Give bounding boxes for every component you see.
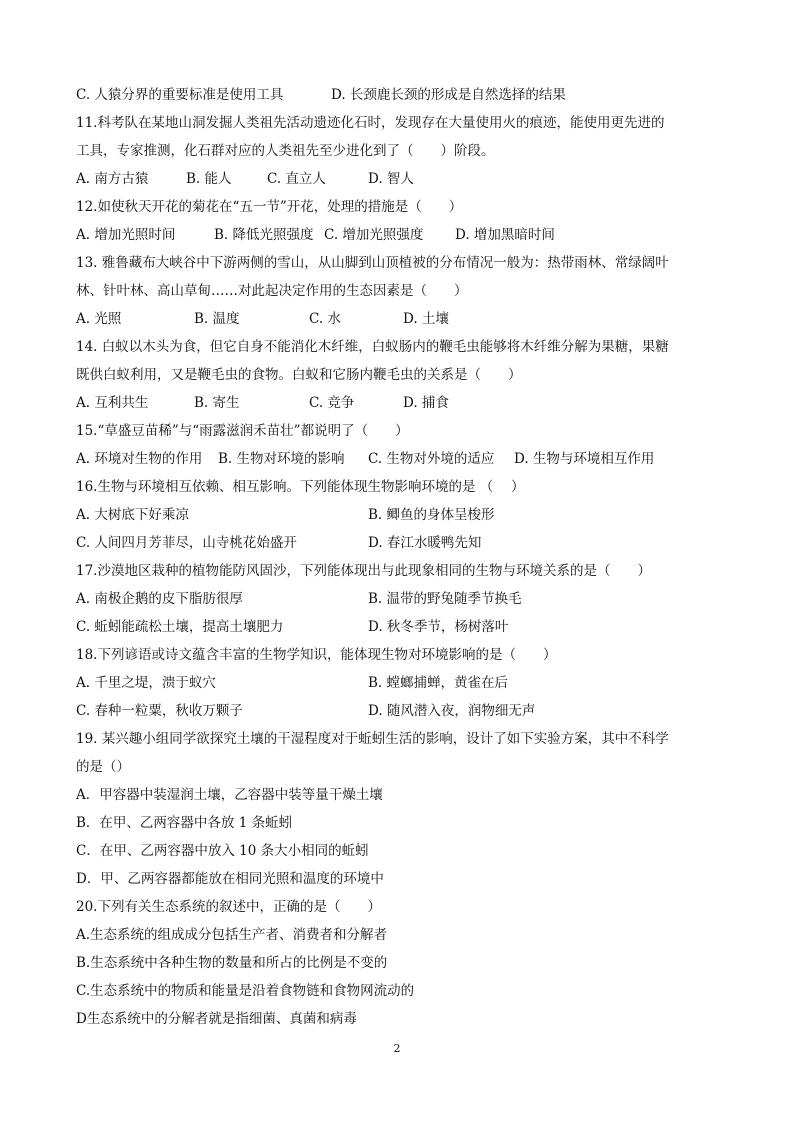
text-line: A．甲容器中装湿润土壤，乙容器中装等量干燥土壤 xyxy=(76,787,383,803)
text-line: A. 千里之堤，溃于蚁穴 xyxy=(76,675,216,691)
text-line: B. 鲫鱼的身体呈梭形 xyxy=(368,507,495,523)
text-line: A. 南方古猿 xyxy=(76,171,149,187)
text-line: 11.科考队在某地山洞发掘人类祖先活动遗迹化石时，发现存在大量使用火的痕迹，能使用更先进的 xyxy=(76,115,665,131)
text-line: C. 增加光照强度 xyxy=(324,227,424,243)
text-line: 18.下列谚语或诗文蕴含丰富的生物学知识，能体现生物对环境影响的是（ ） xyxy=(76,647,557,663)
text-line: B. 螳螂捕蝉，黄雀在后 xyxy=(368,675,509,691)
text-line: 17.沙漠地区栽种的植物能防风固沙，下列能体现出与此现象相同的生物与环境关系的是（ ） xyxy=(76,563,651,579)
text-line: 13. 雅鲁藏布大峡谷中下游两侧的雪山，从山脚到山顶植被的分布情况一般为：热带雨林、常绿阔叶 xyxy=(76,255,669,271)
text-line: A. 大树底下好乘凉 xyxy=(76,507,189,523)
text-line: 16.生物与环境相互依赖、相互影响。下列能体现生物影响环境的是 （ ） xyxy=(76,479,525,495)
text-line: A. 环境对生物的作用 xyxy=(76,451,203,467)
text-line: D生态系统中的分解者就是指细菌、真菌和病毒 xyxy=(76,1011,357,1027)
text-line: 的是（） xyxy=(76,759,130,775)
text-line: C．在甲、乙两容器中放入 10 条大小相同的蚯蚓 xyxy=(76,843,369,859)
text-line: B. 生物对环境的影响 xyxy=(218,451,345,467)
text-line: 14. 白蚁以木头为食，但它自身不能消化木纤维，白蚁肠内的鞭毛虫能够将木纤维分解为果糖，果糖 xyxy=(76,339,669,355)
text-line: D. 春江水暖鸭先知 xyxy=(368,535,482,551)
text-line: A. 南极企鹅的皮下脂肪很厚 xyxy=(76,591,243,607)
text-line: D. 土壤 xyxy=(403,311,449,327)
text-line: B. 温带的野兔随季节换毛 xyxy=(368,591,522,607)
text-line: D. 秋冬季节，杨树落叶 xyxy=(368,619,509,635)
text-line: B. 降低光照强度 xyxy=(214,227,314,243)
text-line: C. 人间四月芳菲尽，山寺桃花始盛开 xyxy=(76,535,297,551)
text-line: C. 竞争 xyxy=(309,395,355,411)
text-line: C.生态系统中的物质和能量是沿着食物链和食物网流动的 xyxy=(76,983,415,999)
text-line: D．甲、乙两容器都能放在相同光照和温度的环境中 xyxy=(76,871,384,887)
text-line: 19. 某兴趣小组同学欲探究土壤的干湿程度对于蚯蚓生活的影响，设计了如下实验方案，其中不科学 xyxy=(76,731,669,747)
text-line: D. 生物与环境相互作用 xyxy=(514,451,655,467)
text-line: B. 寄生 xyxy=(194,395,240,411)
text-line: A. 光照 xyxy=(76,311,122,327)
text-line: C. 生物对外境的适应 xyxy=(368,451,495,467)
text-line: 工具，专家推测，化石群对应的人类祖先至少进化到了（ ）阶段。 xyxy=(76,143,495,159)
text-line: B. 能人 xyxy=(186,171,232,187)
text-line: B. 温度 xyxy=(194,311,240,327)
text-line: C. 水 xyxy=(309,311,341,327)
text-line: B.生态系统中各种生物的数量和所占的比例是不变的 xyxy=(76,955,388,971)
text-line: D. 捕食 xyxy=(403,395,449,411)
text-line: C. 直立人 xyxy=(267,171,326,187)
text-line: B．在甲、乙两容器中各放 1 条蚯蚓 xyxy=(76,815,293,831)
text-line: D. 增加黑暗时间 xyxy=(455,227,555,243)
text-line: D. 长颈鹿长颈的形成是自然选择的结果 xyxy=(331,87,566,103)
text-line: 20.下列有关生态系统的叙述中，正确的是（ ） xyxy=(76,899,381,915)
text-line: D. 随风潜入夜，润物细无声 xyxy=(368,703,536,719)
text-line: 12.如使秋天开花的菊花在“五一节”开花，处理的措施是（ ） xyxy=(76,199,463,215)
page-number: 2 xyxy=(393,1042,401,1055)
text-line: C. 人猿分界的重要标准是使用工具 xyxy=(76,87,284,103)
text-line: 林、针叶林、高山草甸……对此起决定作用的生态因素是（ ） xyxy=(76,283,468,299)
text-line: A.生态系统的组成成分包括生产者、消费者和分解者 xyxy=(76,927,388,943)
text-line: A. 互利共生 xyxy=(76,395,149,411)
text-line: 15.“草盛豆苗稀”与“雨露滋润禾苗壮”都说明了（ ） xyxy=(76,423,409,439)
text-line: C. 蚯蚓能疏松土壤，提高土壤肥力 xyxy=(76,619,284,635)
text-line: D. 智人 xyxy=(368,171,414,187)
text-line: 既供白蚁利用，又是鞭毛虫的食物。白蚁和它肠内鞭毛虫的关系是（ ） xyxy=(76,367,522,383)
text-line: C. 春种一粒粟，秋收万颗子 xyxy=(76,703,243,719)
text-line: A. 增加光照时间 xyxy=(76,227,176,243)
